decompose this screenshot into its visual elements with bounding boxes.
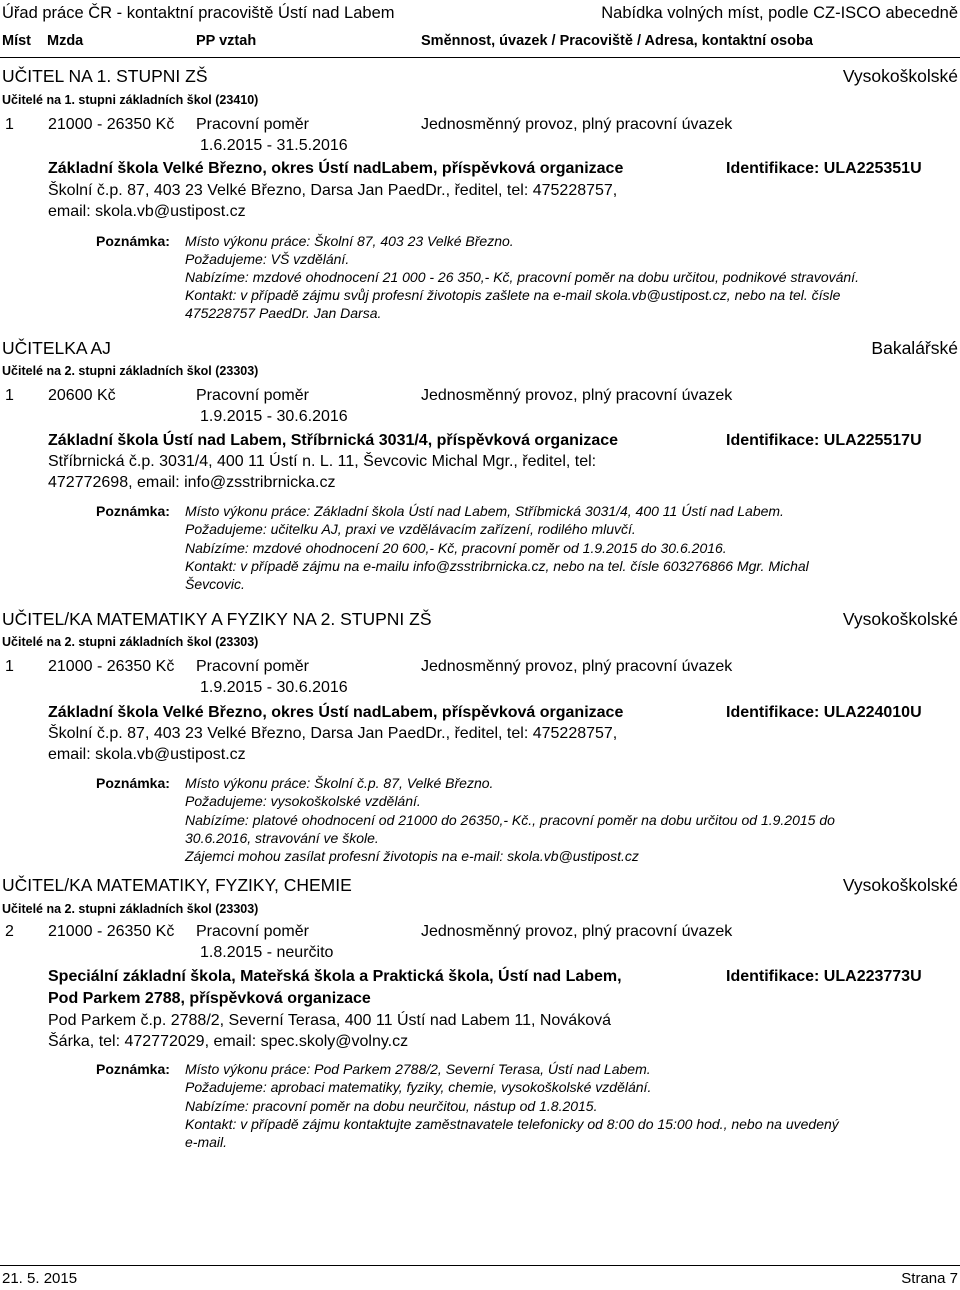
employer-name: Základní škola Velké Březno, okres Ústí nadLabem, příspěvková organizace	[48, 160, 624, 177]
job-category: Učitelé na 2. stupni základních škol (23303)	[2, 902, 259, 916]
education-level: Vysokoškolské	[842, 609, 958, 629]
education-level: Vysokoškolské	[842, 66, 958, 86]
note-line: Nabízíme: mzdové ohodnocení 20 600,- Kč, pracovní poměr od 1.9.2015 do 30.6.2016.	[185, 540, 727, 556]
job-identifier: Identifikace: ULA225351U	[726, 160, 922, 177]
wage: 21000 - 26350 Kč	[48, 658, 175, 675]
note-label: Poznámka:	[96, 775, 170, 791]
job-identifier: Identifikace: ULA223773U	[726, 968, 922, 985]
note-line: Místo výkonu práce: Základní škola Ústí nad Labem, Stříbmická 3031/4, 400 11 Ústí nad Labem.	[185, 503, 784, 519]
footer-date: 21. 5. 2015	[2, 1270, 78, 1287]
employer-name-continued: Pod Parkem 2788, příspěvková organizace	[48, 990, 371, 1007]
column-header-shift-workplace: Směnnost, úvazek / Pracoviště / Adresa, kontaktní osoba	[421, 33, 813, 49]
job-identifier: Identifikace: ULA224010U	[726, 704, 922, 721]
employer-address: Stříbrnická č.p. 3031/4, 400 11 Ústí n. L. 11, Ševcovic Michal Mgr., ředitel, tel:	[48, 453, 597, 470]
note-label: Poznámka:	[96, 233, 170, 249]
job-title: UČITEL/KA MATEMATIKY, FYZIKY, CHEMIE	[2, 875, 352, 895]
employment-type: Pracovní poměr	[196, 116, 309, 133]
employer-contact: 472772698, email: info@zsstribrnicka.cz	[48, 474, 336, 491]
vacancy-count: 2	[5, 923, 14, 940]
employment-dates: 1.9.2015 - 30.6.2016	[200, 408, 348, 425]
job-category: Učitelé na 2. stupni základních škol (23303)	[2, 364, 259, 378]
note-label: Poznámka:	[96, 503, 170, 519]
employment-dates: 1.9.2015 - 30.6.2016	[200, 679, 348, 696]
note-line: Nabízíme: platové ohodnocení od 21000 do 26350,- Kč., pracovní poměr na dobu určitou od 1.9.2015 do	[185, 812, 835, 828]
note-line: Místo výkonu práce: Pod Parkem 2788/2, Severní Terasa, Ústí nad Labem.	[185, 1061, 651, 1077]
employer-address: Školní č.p. 87, 403 23 Velké Březno, Darsa Jan PaedDr., ředitel, tel: 475228757,	[48, 182, 618, 199]
note-line: Místo výkonu práce: Školní č.p. 87, Velké Březno.	[185, 775, 494, 791]
column-header-employment-type: PP vztah	[196, 33, 257, 49]
wage: 20600 Kč	[48, 387, 116, 404]
note-label: Poznámka:	[96, 1061, 170, 1077]
vacancy-count: 1	[5, 387, 14, 404]
note-line: Nabízíme: pracovní poměr na dobu neurčitou, nástup od 1.8.2015.	[185, 1098, 598, 1114]
note-line: e-mail.	[185, 1134, 228, 1150]
job-identifier: Identifikace: ULA225517U	[726, 432, 922, 449]
note-line: 30.6.2016, stravování ve škole.	[185, 830, 379, 846]
page-number: Strana 7	[901, 1270, 958, 1287]
vacancy-count: 1	[5, 658, 14, 675]
employment-type: Pracovní poměr	[196, 658, 309, 675]
note-line: Ševcovic.	[185, 576, 245, 592]
shift-type: Jednosměnný provoz, plný pracovní úvazek	[421, 923, 733, 940]
header-divider	[0, 57, 960, 58]
shift-type: Jednosměnný provoz, plný pracovní úvazek	[421, 387, 733, 404]
note-line: Nabízíme: mzdové ohodnocení 21 000 - 26 350,- Kč, pracovní poměr na dobu určitou, podnikové stravování.	[185, 269, 859, 285]
note-line: Požadujeme: vysokoškolské vzdělání.	[185, 793, 421, 809]
wage: 21000 - 26350 Kč	[48, 923, 175, 940]
note-line: Kontakt: v případě zájmu kontaktujte zaměstnavatele telefonicky od 8:00 do 15:00 hod., nebo na uvedený	[185, 1116, 839, 1132]
shift-type: Jednosměnný provoz, plný pracovní úvazek	[421, 116, 733, 133]
note-line: Požadujeme: aprobaci matematiky, fyziky, chemie, vysokoškolské vzdělání.	[185, 1079, 652, 1095]
employment-type: Pracovní poměr	[196, 923, 309, 940]
employer-contact: Šárka, tel: 472772029, email: spec.skoly@volny.cz	[48, 1033, 409, 1050]
shift-type: Jednosměnný provoz, plný pracovní úvazek	[421, 658, 733, 675]
note-line: 475228757 PaedDr. Jan Darsa.	[185, 305, 382, 321]
job-title: UČITELKA AJ	[2, 338, 111, 358]
job-title: UČITEL/KA MATEMATIKY A FYZIKY NA 2. STUPNI ZŠ	[2, 609, 432, 629]
employment-dates: 1.6.2015 - 31.5.2016	[200, 137, 348, 154]
column-header-count: Míst	[2, 33, 31, 49]
note-line: Kontakt: v případě zájmu svůj profesní životopis zašlete na e-mail skola.vb@ustipost.cz, nebo na tel. čísle	[185, 287, 841, 303]
vacancy-count: 1	[5, 116, 14, 133]
education-level: Bakalářské	[871, 338, 958, 358]
employer-contact: email: skola.vb@ustipost.cz	[48, 746, 246, 763]
header-report-title: Nabídka volných míst, podle CZ-ISCO abecedně	[601, 4, 958, 22]
footer-divider	[0, 1265, 960, 1266]
employment-type: Pracovní poměr	[196, 387, 309, 404]
education-level: Vysokoškolské	[842, 875, 958, 895]
note-line: Požadujeme: VŠ vzdělání.	[185, 251, 350, 267]
employer-address: Pod Parkem č.p. 2788/2, Severní Terasa, 400 11 Ústí nad Labem 11, Nováková	[48, 1012, 611, 1029]
employment-dates: 1.8.2015 - neurčito	[200, 944, 334, 961]
header-office-title: Úřad práce ČR - kontaktní pracoviště Ústí nad Labem	[2, 4, 395, 22]
employer-name: Základní škola Velké Březno, okres Ústí nadLabem, příspěvková organizace	[48, 704, 624, 721]
employer-contact: email: skola.vb@ustipost.cz	[48, 203, 246, 220]
note-line: Zájemci mohou zasílat profesní životopis na e-mail: skola.vb@ustipost.cz	[185, 848, 639, 864]
job-category: Učitelé na 1. stupni základních škol (23410)	[2, 93, 259, 107]
job-category: Učitelé na 2. stupni základních škol (23303)	[2, 635, 259, 649]
note-line: Kontakt: v případě zájmu na e-mailu info@zsstribrnicka.cz, nebo na tel. čísle 603276866 Mgr. Michal	[185, 558, 809, 574]
employer-address: Školní č.p. 87, 403 23 Velké Březno, Darsa Jan PaedDr., ředitel, tel: 475228757,	[48, 725, 618, 742]
wage: 21000 - 26350 Kč	[48, 116, 175, 133]
employer-name: Speciální základní škola, Mateřská škola a Praktická škola, Ústí nad Labem,	[48, 968, 622, 985]
note-line: Místo výkonu práce: Školní 87, 403 23 Velké Březno.	[185, 233, 514, 249]
employer-name: Základní škola Ústí nad Labem, Stříbrnická 3031/4, příspěvková organizace	[48, 432, 619, 449]
note-line: Požadujeme: učitelku AJ, praxi ve vzdělávacím zařízení, rodilého mluvčí.	[185, 521, 636, 537]
column-header-wage: Mzda	[47, 33, 84, 49]
job-title: UČITEL NA 1. STUPNI ZŠ	[2, 66, 208, 86]
